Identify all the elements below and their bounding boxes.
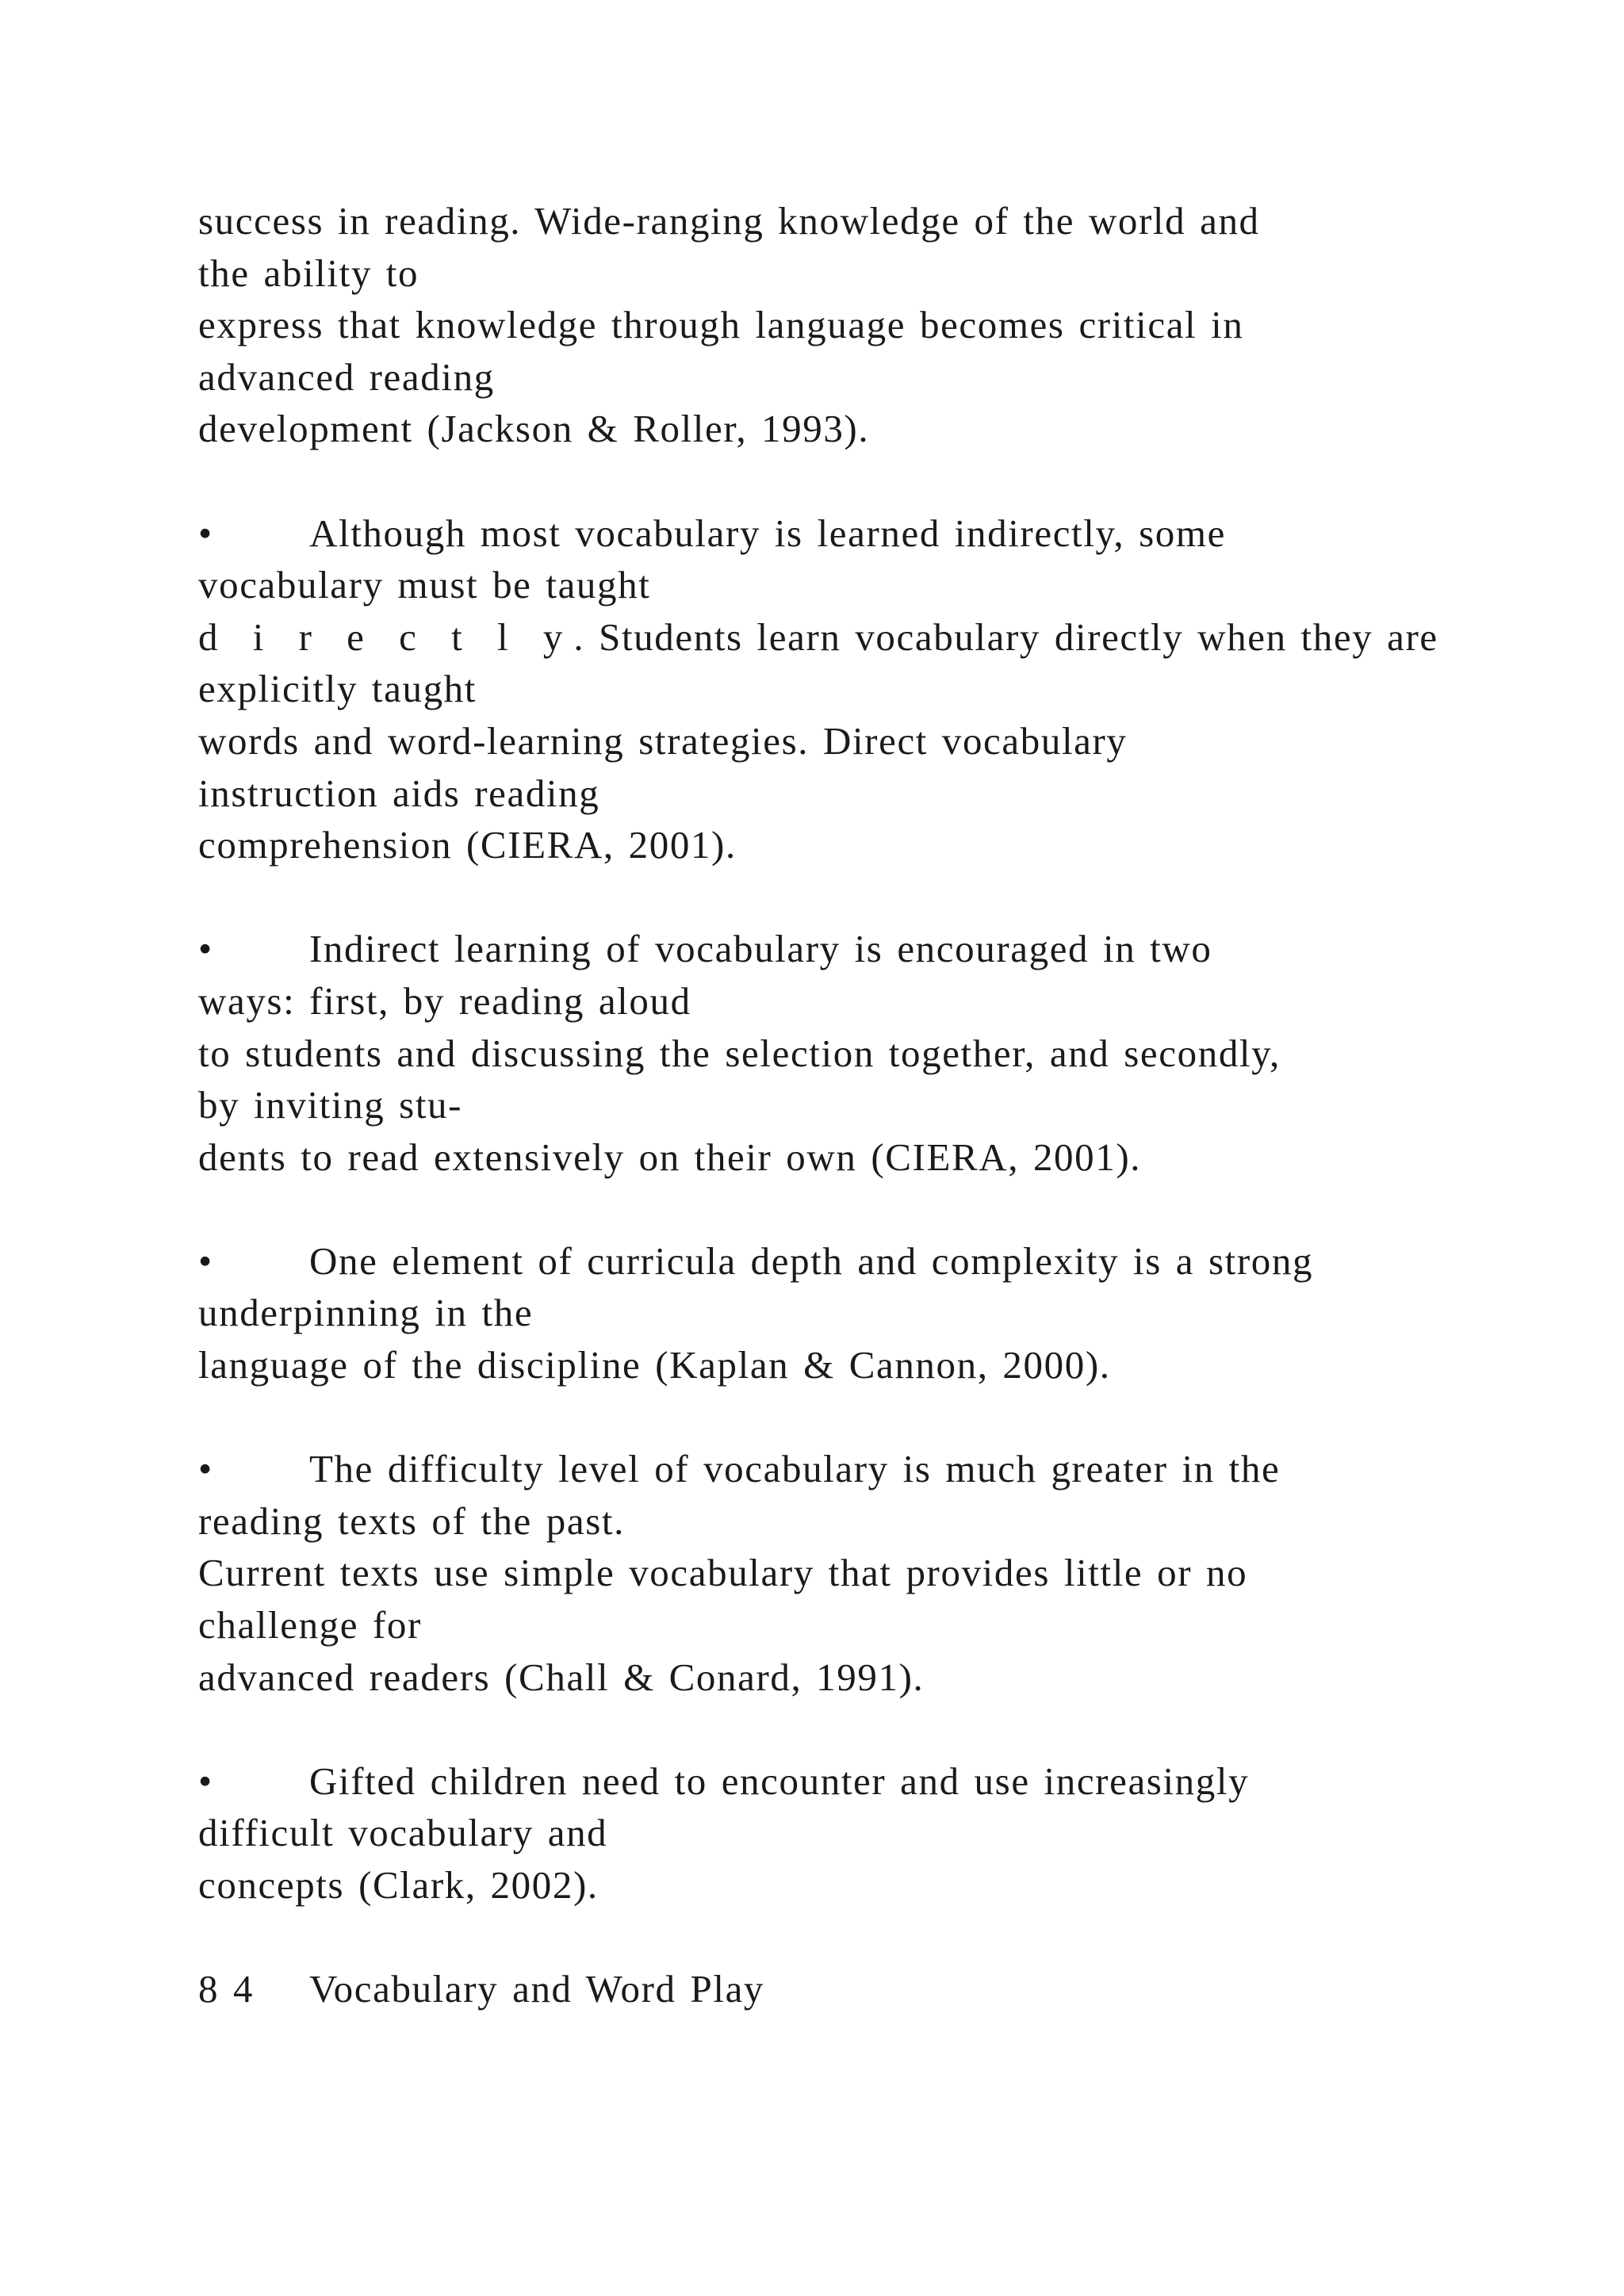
bullet-line	[198, 611, 1546, 664]
bullet-line: concepts (Clark, 2002).	[198, 1863, 599, 1907]
bullet-item-5-first-line	[198, 1755, 1546, 1808]
bullet-marker: •	[198, 927, 213, 971]
bullet-item-3-first-line	[198, 1235, 1546, 1288]
body-text	[198, 195, 1546, 2015]
bullet-text: . Students learn vocabulary directly when they are	[573, 614, 1438, 659]
paragraph-gap	[198, 1183, 1546, 1235]
bullet-line: difficult vocabulary and	[198, 1811, 608, 1855]
spaced-emphasis-word: d i r e c t l y	[198, 614, 574, 659]
bullet-line: dents to read extensively on their own (CIERA, 2001).	[198, 1135, 1142, 1179]
bullet-line: words and word-learning strategies. Direct vocabulary	[198, 718, 1128, 763]
bullet-text: The difficulty level of vocabulary is much greater in the	[309, 1447, 1281, 1491]
bullet-line: to students and discussing the selection together, and secondly,	[198, 1031, 1281, 1075]
bullet-line: explicitly taught	[198, 667, 477, 711]
bullet-line: challenge for	[198, 1603, 422, 1647]
paragraph-gap	[198, 1911, 1546, 1964]
paragraph-gap	[198, 1703, 1546, 1755]
intro-line: the ability to	[198, 251, 419, 295]
bullet-marker: •	[198, 511, 213, 555]
bullet-line: comprehension (CIERA, 2001).	[198, 823, 737, 867]
bullet-line: Current texts use simple vocabulary that provides little or no	[198, 1551, 1248, 1595]
bullet-marker: •	[198, 1447, 213, 1491]
bullet-text: Although most vocabulary is learned indirectly, some	[309, 511, 1226, 555]
bullet-line: by inviting stu-	[198, 1083, 463, 1127]
bullet-line: language of the discipline (Kaplan & Cannon, 2000).	[198, 1343, 1111, 1387]
bullet-marker: •	[198, 1238, 213, 1283]
bullet-text: Indirect learning of vocabulary is encouraged in two	[309, 927, 1212, 971]
page-number: 8 4	[198, 1967, 255, 2011]
intro-line: advanced reading	[198, 354, 495, 399]
paragraph-gap	[198, 871, 1546, 924]
intro-line: development (Jackson & Roller, 1993).	[198, 407, 870, 451]
bullet-line: underpinning in the	[198, 1291, 534, 1335]
bullet-item-1-first-line	[198, 507, 1546, 560]
bullet-marker: •	[198, 1758, 213, 1803]
bullet-line: advanced readers (Chall & Conard, 1991).	[198, 1655, 925, 1699]
bullet-text: One element of curricula depth and complexity is a strong	[309, 1238, 1314, 1283]
running-section-title: Vocabulary and Word Play	[309, 1967, 765, 2011]
paragraph-gap	[198, 455, 1546, 507]
bullet-line: ways: first, by reading aloud	[198, 978, 691, 1023]
intro-line: success in reading. Wide-ranging knowledge of the world and	[198, 199, 1260, 243]
page-footer	[198, 1963, 1546, 2015]
bullet-item-4-first-line	[198, 1443, 1546, 1495]
paragraph-gap	[198, 1391, 1546, 1444]
bullet-line: vocabulary must be taught	[198, 563, 651, 607]
intro-line: express that knowledge through language becomes critical in	[198, 303, 1244, 347]
bullet-text: Gifted children need to encounter and use increasingly	[309, 1758, 1250, 1803]
bullet-item-2-first-line	[198, 923, 1546, 975]
bullet-line: instruction aids reading	[198, 771, 600, 815]
bullet-line: reading texts of the past.	[198, 1498, 625, 1543]
